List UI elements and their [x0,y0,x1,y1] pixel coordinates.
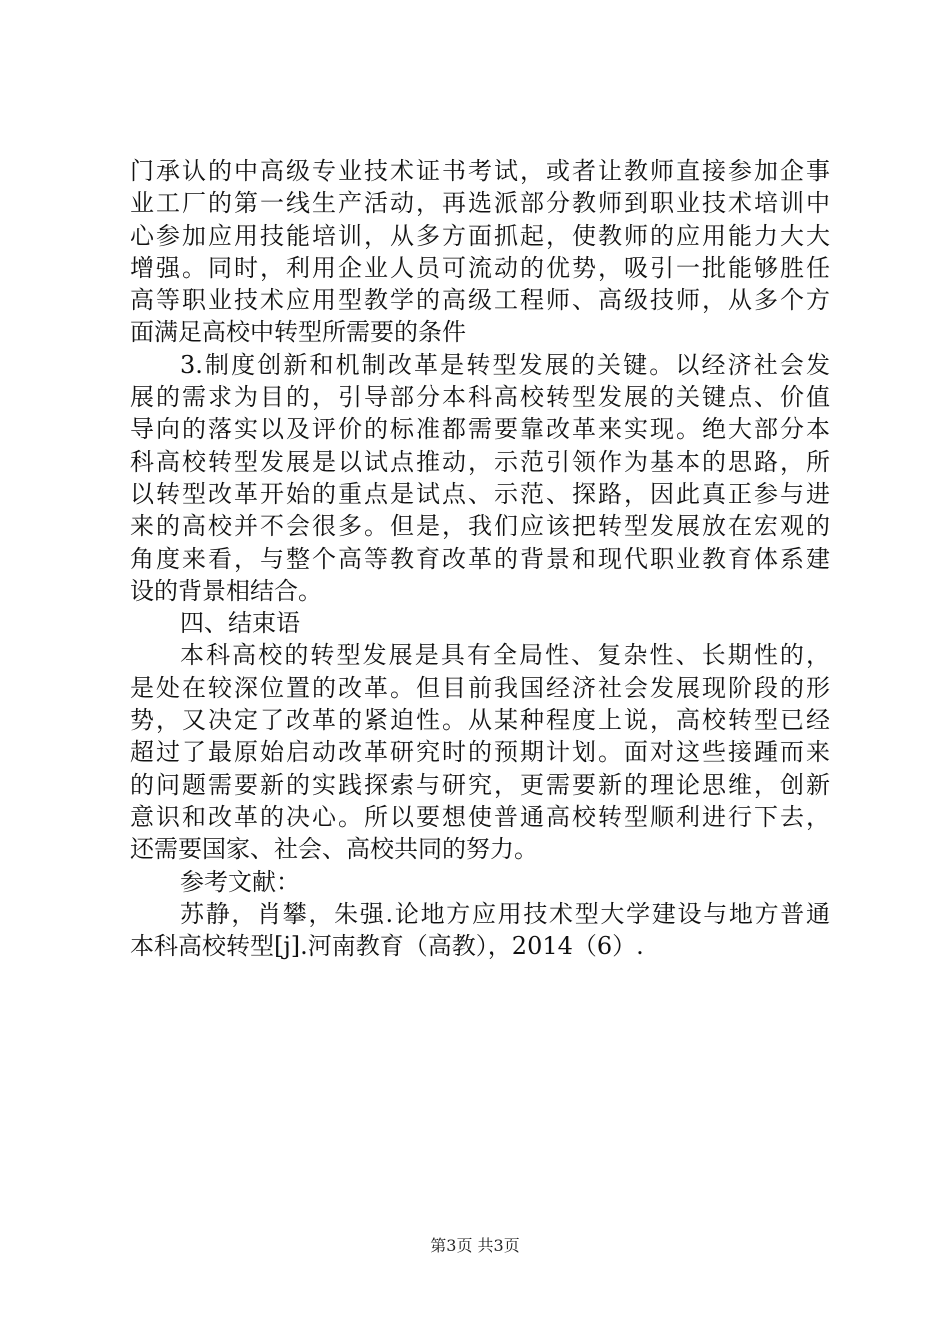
body-text [130,155,830,962]
text-line: 四、结束语 [180,609,300,638]
text-line: 导向的落实以及评价的标准都需要靠改革来实现。绝大部分本 [130,415,830,444]
text-line: 3.制度创新和机制改革是转型发展的关键。以经济社会发 [180,350,830,379]
text-line: 势，又决定了改革的紧迫性。从某种程度上说，高校转型已经 [130,706,830,735]
text-line: 的问题需要新的实践探索与研究，更需要新的理论思维，创新 [130,770,830,799]
text-line: 面满足高校中转型所需要的条件 [130,318,466,347]
text-line: 科高校转型发展是以试点推动，示范引领作为基本的思路，所 [130,447,830,476]
text-line: 意识和改革的决心。所以要想使普通高校转型顺利进行下去， [130,802,830,831]
text-line: 本科高校的转型发展是具有全局性、复杂性、长期性的， [180,641,830,670]
text-line: 业工厂的第一线生产活动，再选派部分教师到职业技术培训中 [130,189,830,218]
text-line: 以转型改革开始的重点是试点、示范、探路，因此真正参与进 [130,479,830,508]
text-line: 心参加应用技能培训，从多方面抓起，使教师的应用能力大大 [130,221,830,250]
text-line: 增强。同时，利用企业人员可流动的优势，吸引一批能够胜任 [130,253,830,282]
text-line: 门承认的中高级专业技术证书考试，或者让教师直接参加企事 [130,157,830,185]
text-line: 本科高校转型[j].河南教育（高教），2014（6）. [130,932,644,961]
text-line: 展的需求为目的，引导部分本科高校转型发展的关键点、价值 [130,383,830,412]
text-line: 超过了最原始启动改革研究时的预期计划。面对这些接踵而来 [130,738,830,767]
text-line: 苏静，肖攀，朱强.论地方应用技术型大学建设与地方普通 [180,899,830,928]
text-line: 设的背景相结合。 [130,576,322,605]
text-line: 是处在较深位置的改革。但目前我国经济社会发展现阶段的形 [130,673,830,702]
text-line: 参考文献： [180,867,300,896]
page-footer: 第3页 共3页 [430,1236,520,1255]
text-line: 还需要国家、社会、高校共同的努力。 [130,835,538,864]
text-line: 来的高校并不会很多。但是，我们应该把转型发展放在宏观的 [130,512,830,541]
text-line: 角度来看，与整个高等教育改革的背景和现代职业教育体系建 [130,544,830,573]
text-line: 高等职业技术应用型教学的高级工程师、高级技师，从多个方 [130,286,830,315]
